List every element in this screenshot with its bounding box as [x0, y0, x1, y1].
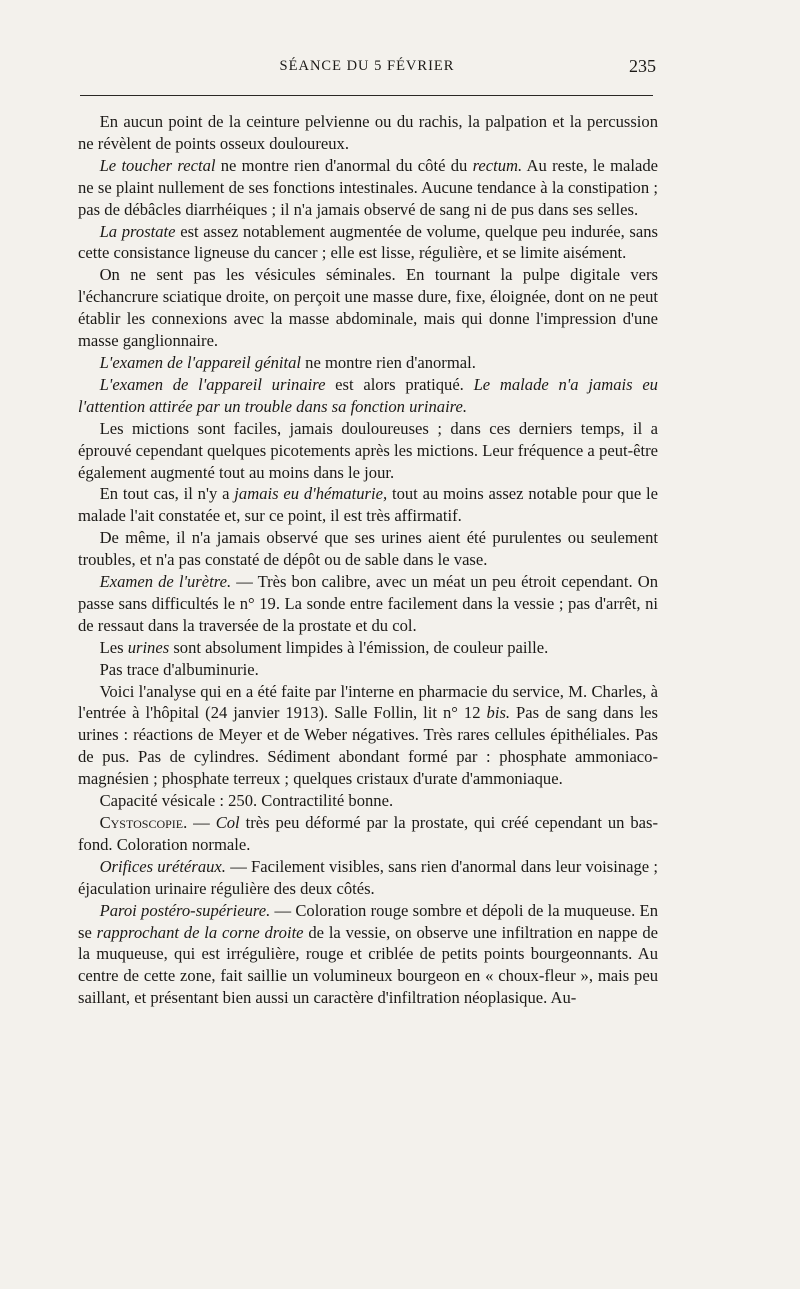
paragraph	[78, 856, 658, 900]
text-run: rapprochant de la corne droite	[96, 922, 304, 942]
text-run: Cystoscopie.	[99, 813, 188, 832]
paragraph	[78, 264, 658, 352]
text-run: Voici l'analyse qui en a été faite par l'interne en pharmacie du service, M. Charles, à l'entrée à l'hôpital (24 janvier 1913). Salle Follin, lit n° 12	[78, 681, 658, 723]
text-run: Orifices urétéraux.	[99, 856, 226, 876]
text-run: sont absolument limpides à l'émission, de couleur paille.	[169, 637, 549, 657]
paragraph	[78, 681, 658, 791]
paragraph	[78, 221, 658, 265]
text-run: De même, il n'a jamais observé que ses urines aient été purulentes ou seulement troubles, et n'a pas constaté de dépôt ou de sable dans le vase.	[78, 528, 658, 570]
paragraph	[78, 483, 658, 527]
text-run: tout au moins assez notable pour que le malade l'ait constatée et, sur ce point, il est très affirmatif.	[78, 484, 659, 526]
body-text	[78, 111, 658, 1009]
text-run: très peu déformé par la prostate, qui créé cependant un bas-fond. Coloration normale.	[78, 813, 659, 854]
paragraph	[78, 637, 658, 659]
paragraph	[78, 900, 658, 1010]
paragraph	[78, 418, 658, 484]
text-run: ne montre rien d'anormal.	[301, 352, 476, 372]
text-run: de la vessie, on observe une infiltration en nappe de la muqueuse, qui est irrégulière, rouge et criblée de petits points bourgeonnants. Au centre de cette zone, fait saillie un volumineux bourgeon en « choux-fleur », mais peu saillant, et présentant bien aussi un caractère d'infiltration néoplasique. Au-	[78, 922, 658, 1008]
text-run: En tout cas, il n'y a	[99, 484, 235, 504]
text-run: Le malade n'a jamais eu l'attention attirée par un trouble dans sa fonction urinaire.	[78, 374, 658, 416]
text-run: est alors pratiqué.	[325, 374, 474, 394]
paragraph	[78, 374, 658, 418]
text-run: Pas de sang dans les urines : réactions de Meyer et de Weber négatives. Très rares cellules épithéliales. Pas de pus. Pas de cylindres. Sédiment abondant formé par : phosphate ammoniaco-magnésien ; phosphate terreux ; quelques cristaux d'urate d'ammoniaque.	[78, 703, 659, 789]
paragraph	[78, 571, 658, 637]
text-run: L'examen de l'appareil génital	[99, 352, 301, 372]
paragraph	[78, 155, 658, 221]
text-run: Examen de l'urètre.	[99, 572, 232, 592]
paragraph	[78, 527, 658, 571]
text-run: bis.	[486, 703, 511, 723]
text-run: jamais eu d'hématurie,	[234, 484, 388, 504]
text-run: La prostate	[99, 221, 176, 241]
paragraph	[78, 111, 658, 155]
paragraph	[78, 812, 658, 856]
text-run: urines	[127, 637, 170, 657]
text-run: Les mictions sont faciles, jamais douloureuses ; dans ces derniers temps, il a éprouvé cependant quelques picotements après les mictions. Leur fréquence a peut-être également augmenté tout au moins dans le jour.	[78, 418, 658, 482]
text-run: L'examen de l'appareil urinaire	[99, 374, 326, 394]
text-run: On ne sent pas les vésicules séminales. En tournant la pulpe digitale vers l'échancrure sciatique droite, on perçoit une masse dure, fixe, éloignée, dont on ne peut établir les connexions avec la masse abdominale, mais qui donne l'impression d'une masse ganglionnaire.	[78, 265, 658, 351]
paragraph	[78, 790, 658, 812]
text-run: Capacité vésicale : 250. Contractilité bonne.	[99, 791, 394, 811]
header-rule	[80, 95, 653, 96]
text-run: —	[187, 813, 216, 832]
text-run: rectum.	[472, 155, 523, 175]
text-run: Paroi postéro-supérieure.	[99, 900, 271, 920]
text-run: Le toucher rectal	[99, 155, 216, 175]
text-run: Col	[215, 813, 240, 832]
text-run: Les	[99, 637, 128, 657]
text-run: — Facilement visibles, sans rien d'anormal dans leur voisinage ; éjaculation urinaire régulière des deux côtés.	[78, 856, 658, 898]
running-title: SÉANCE DU 5 FÉVRIER	[279, 58, 455, 74]
page-number: 235	[629, 56, 656, 76]
text-run: — Coloration rouge sombre et dépoli de la muqueuse. En se	[78, 900, 658, 942]
text-run: est assez notablement augmentée de volume, quelque peu indurée, sans cette consistance ligneuse du cancer ; elle est lisse, régulière, et se limite aisément.	[78, 221, 659, 263]
text-run: En aucun point de la ceinture pelvienne ou du rachis, la palpation et la percussion ne révèlent de points osseux douloureux.	[78, 112, 658, 153]
text-run: — Très bon calibre, avec un méat un peu étroit cependant. On passe sans difficultés le n° 19. La sonde entre facilement dans la vessie ; pas d'arrêt, ni de ressaut dans la traversée de la prostate et du col.	[78, 572, 658, 635]
paragraph	[78, 352, 658, 374]
text-run: Pas trace d'albuminurie.	[99, 659, 259, 679]
running-head	[78, 58, 656, 80]
paragraph	[78, 659, 658, 681]
text-run: Au reste, le malade ne se plaint nullement de ses fonctions intestinales. Aucune tendance à la constipation ; pas de débâcles diarrhéiques ; il n'a jamais observé de sang ni de pus dans ses selles.	[78, 155, 658, 219]
text-run: ne montre rien d'anormal du côté du	[215, 155, 473, 175]
